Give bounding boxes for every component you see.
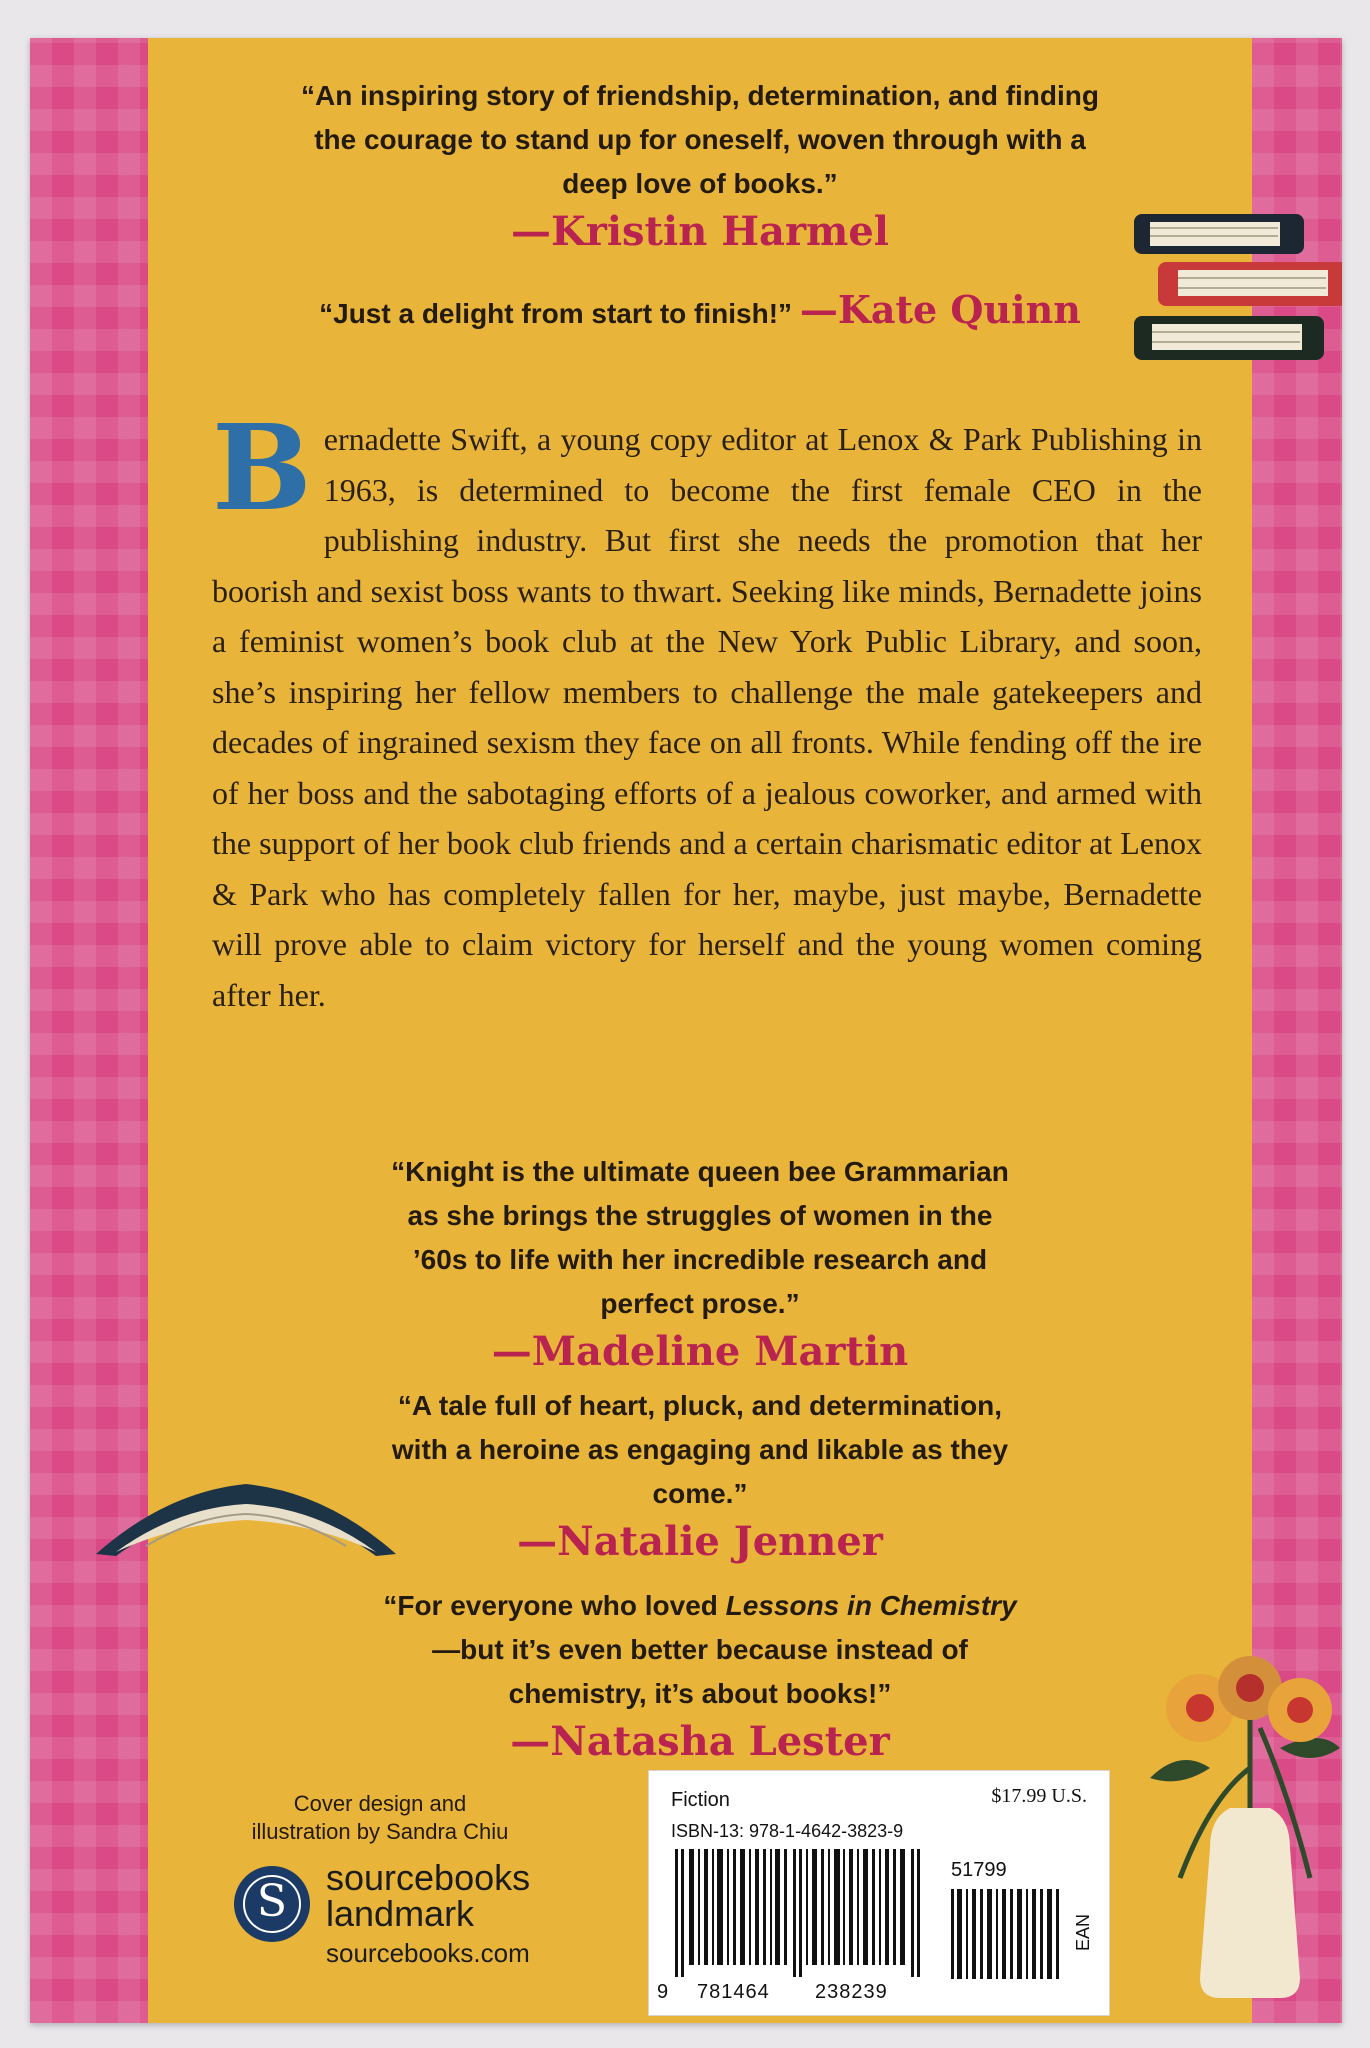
quote-author: —Natasha Lester <box>510 1718 890 1765</box>
left-pink-border <box>30 38 148 2023</box>
quote-text: “A tale full of heart, pluck, and determination, with a heroine as engaging and likable as they come.” <box>391 1390 1009 1509</box>
publisher-name-line-1: sourcebooks <box>326 1857 531 1898</box>
quote-text: “Just a delight from start to finish!” <box>319 298 793 329</box>
quote-text-after: —but it’s even better because instead of chemistry, it’s about books!” <box>432 1634 968 1709</box>
book-back-cover <box>30 38 1342 2023</box>
book-stack-icon <box>1128 208 1342 378</box>
quote-text-italic: Lessons in Chemistry <box>725 1590 1017 1621</box>
quote-text-before: “For everyone who loved <box>383 1590 726 1621</box>
review-quote-martin <box>148 1150 1252 1378</box>
publisher-name <box>326 1857 531 1934</box>
quote-author: —Kristin Harmel <box>511 208 889 255</box>
book-description <box>212 398 1202 1020</box>
review-quote-lester <box>148 1584 1252 1768</box>
flower-vase-icon <box>1140 1648 1342 2008</box>
credit-line-2: illustration by Sandra Chiu <box>251 1819 509 1844</box>
quote-author: —Natalie Jenner <box>517 1518 883 1565</box>
isbn-label: ISBN-13: 978-1-4642-3823-9 <box>671 1821 904 1841</box>
publisher-name-line-2: landmark <box>326 1893 475 1934</box>
open-book-icon <box>86 1462 406 1572</box>
barcode-digits-end: 238239 <box>815 1981 888 2003</box>
description-text: ernadette Swift, a young copy editor at Lenox & Park Publishing in 1963, is determined to become the first female CEO in the publishing industry. But first she needs the promotion that her boorish and sexist boss wants to thwart. Seeking like minds, Bernadette joins a feminist women’s book club at the New York Public Library, and soon, she’s inspiring her fellow members to challenge the male gatekeepers and decades of ingrained sexism they face on all fronts. While fending off the ire of her boss and the sabotaging efforts of a jealous coworker, and armed with the support of her book club friends and a certain charismatic editor at Lenox & Park who has completely fallen for her, maybe, just maybe, Bernadette will prove able to claim victory for herself and the young women coming after her. <box>212 421 1202 1013</box>
review-quote-quinn <box>148 288 1252 336</box>
quote-text: “Knight is the ultimate queen bee Grammarian as she brings the struggles of women in the ’60s to life with her incredible research and perfect prose.” <box>391 1156 1009 1319</box>
price-code: 51799 <box>951 1859 1007 1881</box>
sourcebooks-logo-icon <box>234 1866 310 1942</box>
quote-author: —Madeline Martin <box>491 1328 909 1375</box>
barcode-digits-mid: 781464 <box>697 1981 770 2003</box>
review-quote-harmel <box>148 74 1252 258</box>
cover-credit <box>250 1790 510 1846</box>
drop-cap: B <box>212 398 312 537</box>
main-barcode <box>671 1849 929 1977</box>
quote-text: “An inspiring story of friendship, determination, and finding the courage to stand up for oneself, woven through with a deep love of books.” <box>301 80 1099 199</box>
quote-author: —Kate Quinn <box>799 287 1081 332</box>
logo-letter: S <box>256 1876 288 1927</box>
barcode-digit-first: 9 <box>657 1981 669 2003</box>
publisher-url: sourcebooks.com <box>326 1938 530 1968</box>
ean-label: EAN <box>1073 1913 1093 1951</box>
price-barcode <box>949 1889 1069 1979</box>
barcode-label <box>648 1770 1110 2016</box>
credit-line-1: Cover design and <box>293 1791 467 1816</box>
category-label: Fiction <box>671 1789 730 1811</box>
price-label: $17.99 U.S. <box>991 1785 1087 1807</box>
